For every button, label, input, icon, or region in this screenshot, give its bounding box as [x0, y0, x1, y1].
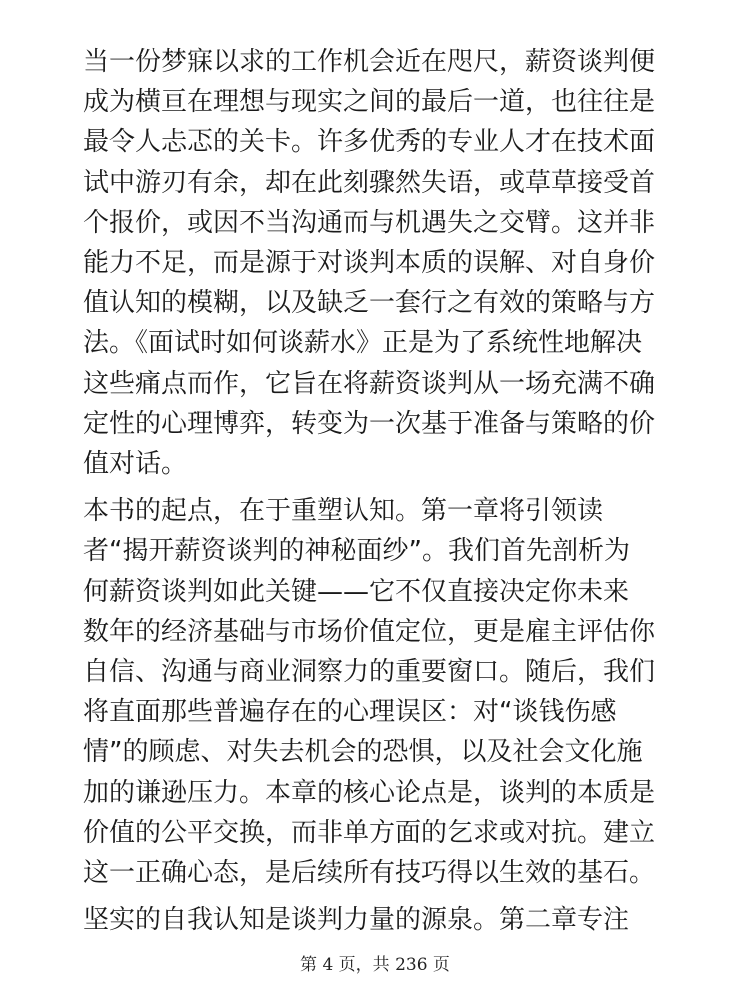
- text-line: 自信、沟通与商业洞察力的重要窗口。随后，我们: [83, 657, 656, 688]
- text-line: 何薪资谈判如此关键——它不仅直接决定你未来: [83, 576, 630, 607]
- text-line: 数年的经济基础与市场价值定位，更是雇主评估你: [83, 616, 656, 647]
- text-line: 本书的起点，在于重塑认知。第一章将引领读: [83, 496, 604, 527]
- page-number-footer: 第 4 页，共 236 页: [300, 955, 450, 975]
- text-line: 最令人忐忑的关卡。许多优秀的专业人才在技术面: [83, 127, 656, 158]
- text-line: 加的谦逊压力。本章的核心论点是，谈判的本质是: [83, 777, 656, 808]
- text-line: 值对话。: [83, 449, 188, 480]
- text-line: 坚实的自我认知是谈判力量的源泉。第二章专注: [83, 905, 630, 936]
- text-line: 成为横亘在理想与现实之间的最后一道，也往往是: [83, 87, 656, 118]
- text-line: 个报价，或因不当沟通而与机遇失之交臂。这并非: [83, 207, 656, 238]
- text-line: 值认知的模糊，以及缺乏一套行之有效的策略与方: [83, 288, 656, 319]
- text-line: 将直面那些普遍存在的心理误区：对“谈钱伤感: [83, 697, 617, 728]
- text-line: 能力不足，而是源于对谈判本质的误解、对自身价: [83, 248, 656, 279]
- text-line: 这一正确心态，是后续所有技巧得以生效的基石。: [83, 858, 656, 889]
- text-line: 这些痛点而作，它旨在将薪资谈判从一场充满不确: [83, 368, 656, 399]
- text-line: 价值的公平交换，而非单方面的乞求或对抗。建立: [83, 817, 656, 848]
- text-line: 试中游刃有余，却在此刻骤然失语，或草草接受首: [83, 167, 656, 198]
- text-line: 定性的心理博弈，转变为一次基于准备与策略的价: [83, 408, 656, 439]
- text-line: 当一份梦寐以求的工作机会近在咫尺，薪资谈判便: [83, 47, 656, 77]
- paragraph-1: [83, 42, 673, 484]
- text-line: 情”的顾虑、对失去机会的恐惧，以及社会文化施: [83, 737, 643, 768]
- body-text: [83, 42, 673, 947]
- text-line: 者“揭开薪资谈判的神秘面纱”。我们首先剖析为: [83, 536, 630, 567]
- text-line: 法。《面试时如何谈薪水》正是为了系统性地解决: [83, 328, 643, 359]
- paragraph-2: [83, 491, 673, 893]
- paragraph-3: [83, 900, 673, 940]
